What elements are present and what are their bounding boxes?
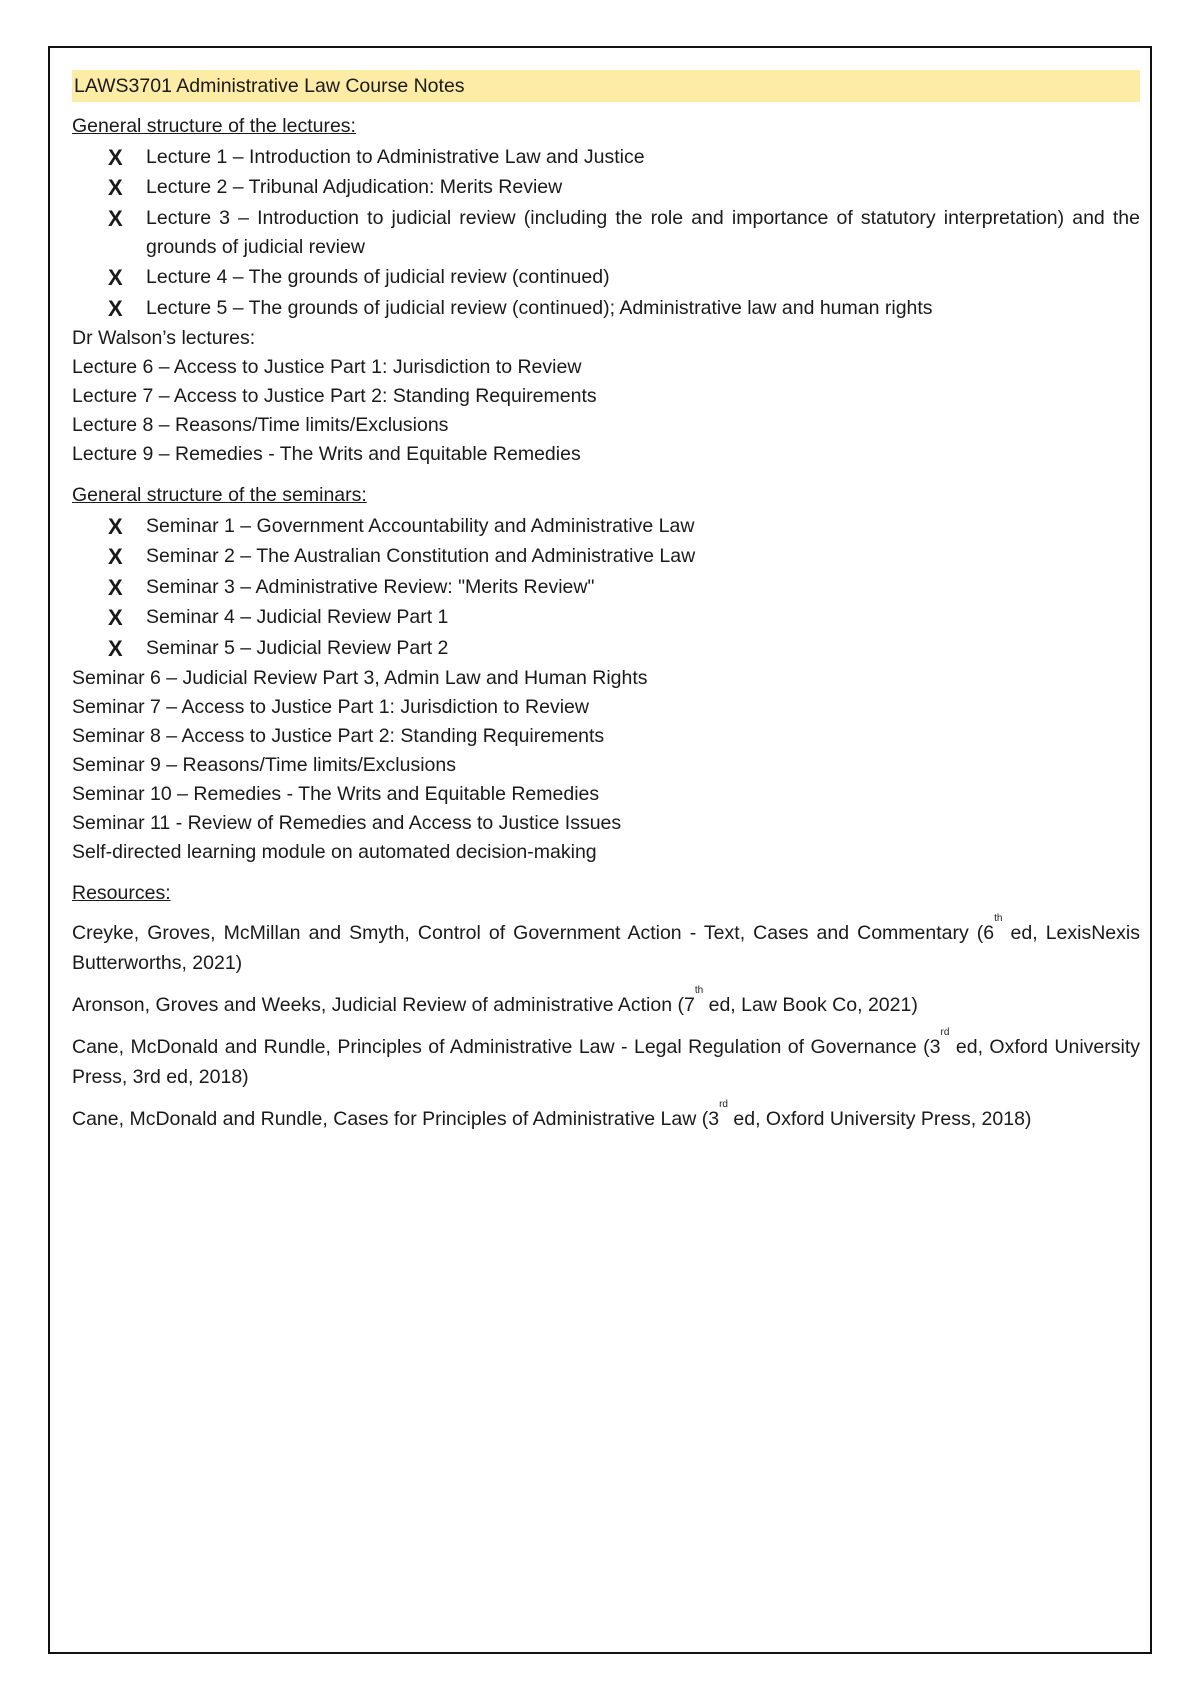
resource-citation: Creyke, Groves, McMillan and Smyth, Control of Government Action - Text, Cases and Commentary (6th ed, LexisNexis Butterworths, 2021) bbox=[72, 913, 1140, 974]
lectures-subheading: Dr Walson’s lectures: bbox=[72, 327, 256, 349]
resource-citation: Cane, McDonald and Rundle, Principles of Administrative Law - Legal Regulation of Governance (3rd ed, Oxford University Press, 3rd ed, 2018) bbox=[72, 1027, 1140, 1088]
x-mark-icon: X bbox=[108, 205, 123, 231]
x-mark-icon: X bbox=[108, 574, 123, 600]
list-item: Seminar 7 – Access to Justice Part 1: Jurisdiction to Review bbox=[72, 696, 589, 718]
x-mark-icon: X bbox=[108, 513, 123, 539]
list-item: X Lecture 3 – Introduction to judicial review (including the role and importance of statutory interpretation) and the grounds of judicial review bbox=[108, 205, 1140, 258]
list-item: X Seminar 5 – Judicial Review Part 2 bbox=[108, 635, 449, 661]
list-item: X Seminar 2 – The Australian Constitution and Administrative Law bbox=[108, 544, 696, 569]
document-body bbox=[72, 70, 1140, 1146]
list-item: Seminar 11 - Review of Remedies and Access to Justice Issues bbox=[72, 812, 622, 834]
x-mark-icon: X bbox=[108, 175, 123, 200]
list-item: X Lecture 2 – Tribunal Adjudication: Merits Review bbox=[108, 175, 563, 200]
x-mark-icon: X bbox=[108, 605, 123, 630]
list-item: X Lecture 5 – The grounds of judicial review (continued); Administrative law and human rights bbox=[108, 295, 933, 321]
resource-citation: Cane, McDonald and Rundle, Cases for Principles of Administrative Law (3rd ed, Oxford University Press, 2018) bbox=[72, 1099, 1032, 1130]
list-item: Self-directed learning module on automated decision-making bbox=[72, 841, 597, 863]
lectures-heading: General structure of the lectures: bbox=[72, 115, 356, 137]
x-mark-icon: X bbox=[108, 635, 123, 661]
seminars-heading: General structure of the seminars: bbox=[72, 484, 367, 506]
x-mark-icon: X bbox=[108, 144, 123, 170]
list-item: X Lecture 4 – The grounds of judicial review (continued) bbox=[108, 265, 610, 290]
document-title: LAWS3701 Administrative Law Course Notes bbox=[72, 70, 1140, 102]
x-mark-icon: X bbox=[108, 265, 123, 290]
resources-heading: Resources: bbox=[72, 882, 171, 904]
list-item: X Seminar 1 – Government Accountability and Administrative Law bbox=[108, 513, 695, 539]
list-item: Lecture 9 – Remedies - The Writs and Equitable Remedies bbox=[72, 443, 581, 465]
list-item: Lecture 8 – Reasons/Time limits/Exclusions bbox=[72, 414, 449, 436]
list-item: Seminar 10 – Remedies - The Writs and Equitable Remedies bbox=[72, 783, 600, 805]
list-item: X Seminar 3 – Administrative Review: "Merits Review" bbox=[108, 574, 595, 600]
list-item: Seminar 8 – Access to Justice Part 2: Standing Requirements bbox=[72, 725, 605, 747]
list-item: X Lecture 1 – Introduction to Administrative Law and Justice bbox=[108, 144, 645, 170]
seminars-checked-list bbox=[72, 512, 1140, 663]
x-mark-icon: X bbox=[108, 295, 123, 321]
list-item: Lecture 6 – Access to Justice Part 1: Jurisdiction to Review bbox=[72, 356, 582, 378]
lectures-checked-list bbox=[72, 143, 1140, 323]
resource-citation: Aronson, Groves and Weeks, Judicial Review of administrative Action (7th ed, Law Book Co, 2021) bbox=[72, 985, 918, 1016]
list-item: Seminar 6 – Judicial Review Part 3, Admin Law and Human Rights bbox=[72, 667, 648, 689]
list-item: Seminar 9 – Reasons/Time limits/Exclusions bbox=[72, 754, 456, 776]
list-item: X Seminar 4 – Judicial Review Part 1 bbox=[108, 605, 449, 630]
list-item: Lecture 7 – Access to Justice Part 2: Standing Requirements bbox=[72, 385, 597, 407]
x-mark-icon: X bbox=[108, 544, 123, 569]
